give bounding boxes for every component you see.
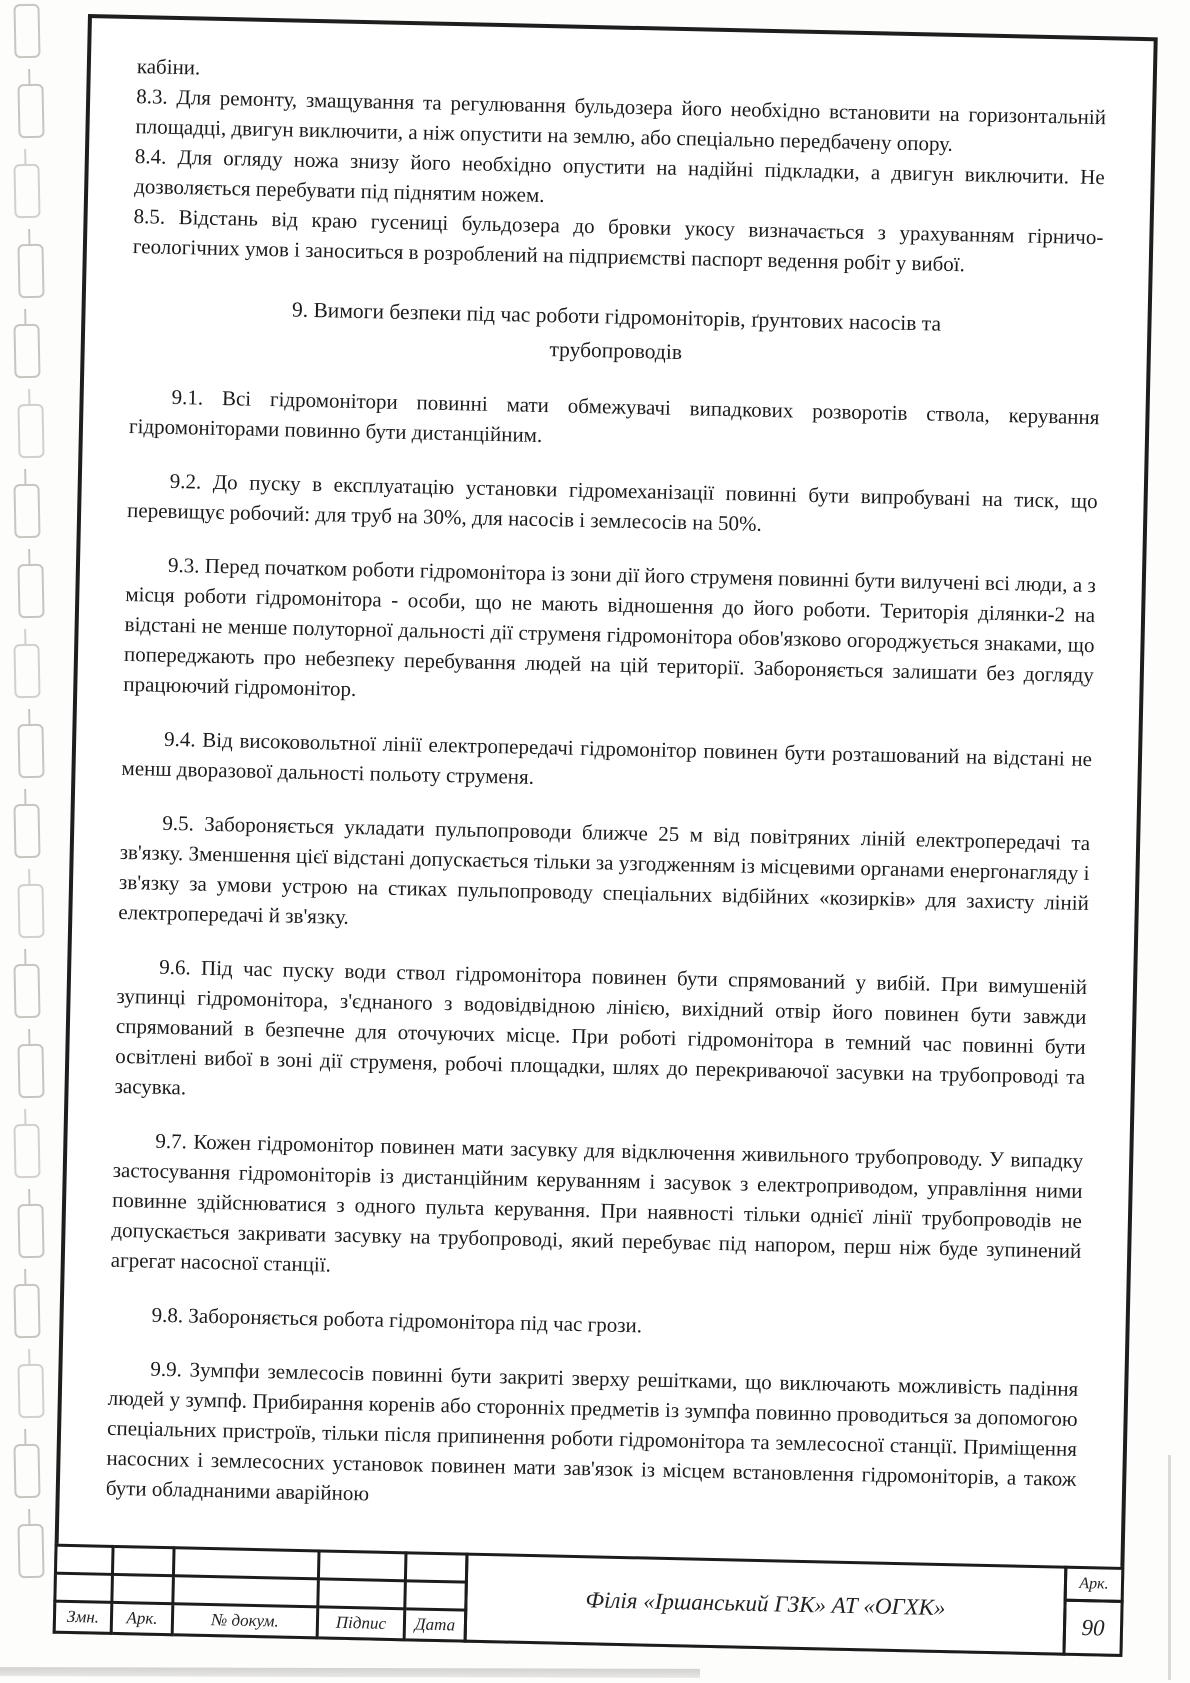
- footer-empty-cell: [405, 1581, 467, 1610]
- binder-hole: [17, 1044, 44, 1099]
- binder-hole: [17, 1204, 44, 1259]
- footer-empty-cell: [318, 1579, 406, 1609]
- binder-hole: [13, 1444, 40, 1499]
- title-block: [53, 1544, 1125, 1657]
- section-9-heading: [131, 289, 1102, 378]
- paragraph-9-9: 9.9. Зумпфи землесосів повинні бути закриті зверху решітками, що виключають можливість падіння людей у зумпф. Прибирання коренів або сторонніх предметів із зумпфа повинно проводиться за допомогою спеціальних пристроїв, тільки після припинення роботи гідромонітора та землесосної станції. Приміщення насосних і землесосних установок повинен мати зав'язок із місцем встановлення гідромоніторів, а також бути обладнаними аварійною: [105, 1356, 1079, 1506]
- title-block-grid: [53, 1544, 469, 1643]
- paragraph-9-3: 9.3. Перед початком роботи гідромонітора із зони дії його струменя повинні бути вилучені всі люди, а з місця роботи гідромонітора - особи, що не мають відношення до його роботи. Територія ділянки-2 на відстані не менше полуторної дальності дії струменя гідромонітора обов'язково огороджується знаками, що попереджають про небезпеку перебування людей на цій території. Забороняється залишати без догляду працюючий гідромонітор.: [123, 552, 1097, 702]
- paragraph-9-1: 9.1. Всі гідромонітори повинні мати обмежувачі випадкових розворотів ствола, керування гідромоніторами повинно бути дистанційним.: [128, 384, 1100, 448]
- sheet-number: 90: [1062, 1599, 1123, 1657]
- binder-hole: [13, 1284, 40, 1339]
- binder-hole: [13, 964, 40, 1019]
- footer-empty-cell: [55, 1545, 113, 1574]
- binder-hole: [17, 884, 44, 939]
- footer-col-pidpys: Підпис: [317, 1607, 405, 1640]
- footer-empty-cell: [112, 1546, 174, 1575]
- scan-shadow-bottom: [0, 1667, 700, 1678]
- footer-empty-cell: [173, 1576, 319, 1607]
- footer-empty-cell: [318, 1551, 406, 1581]
- paragraph-9-4: 9.4. Від високовольтної лінії електропередачі гідромонітор повинен бути розташований на відстані не менш дворазової дальності польоту струменя.: [121, 726, 1093, 789]
- footer-empty-cell: [173, 1548, 319, 1579]
- binder-hole: [17, 1364, 44, 1419]
- binder-hole: [13, 324, 40, 379]
- binder-hole: [17, 724, 44, 779]
- page-frame: [53, 14, 1158, 1657]
- sheet-number-block: [1062, 1566, 1124, 1657]
- paragraph-8-3: 8.3. Для ремонту, змащування та регулювання бульдозера його необхідно встановити на горизонтальній площадці, двигун виключити, а ніж опустити на землю, або спеціально передбачену опору.: [135, 84, 1107, 156]
- sheet-label: Арк.: [1064, 1566, 1125, 1603]
- paragraph-8-5: 8.5. Відстань від краю гусениці бульдозера до бровки укосу визначається з урахуванням гірничо-геологічних умов і заноситься в розроблений на підприємстві паспорт ведення робіт у вибої.: [132, 204, 1104, 277]
- binder-hole: [17, 1524, 44, 1579]
- paragraph-9-6: 9.6. Під час пуску води ствол гідромонітора повинен бути спрямований у вибій. При вимушеній зупинці гідромонітора, з'єднаного з водовідвідною лінією, вихідний отвір його повинен бути завжди спрямований в безпечне для оточуючих місце. При роботі гідромонітора в темний час повинні бути освітлені вибої в зоні дії струменя, робочі площадки, шлях до перекриваючої засувки на трубопроводі та засувка.: [114, 954, 1088, 1100]
- footer-col-dokum: № докум.: [172, 1604, 318, 1638]
- binder-hole: [13, 644, 40, 699]
- paragraph-8-4: 8.4. Для огляду ножа знизу його необхідно опустити на надійні підкладки, а двигун виключити. Не дозволяється перебувати під піднятим ножем.: [133, 144, 1105, 207]
- footer-col-zmn: Змн.: [54, 1601, 112, 1633]
- binder-hole: [13, 4, 40, 59]
- paragraph-9-8: 9.8. Забороняється робота гідромонітора під час грози.: [151, 1302, 643, 1338]
- binder-hole: [17, 564, 44, 619]
- paragraph-9-7: 9.7. Кожен гідромонітор повинен мати засувку для відключення живильного трубопроводу. У випадку застосування гідромоніторів із дистанційним керуванням і засувок з електроприводом, управління ними повинне здійснюватися з одного пульта керування. При наявності тільки однієї лінії трубопроводів не допускається закривати засувку на трубопроводі, який перебуває під напором, перш ніж буде зупинений агрегат насосної станції.: [110, 1128, 1084, 1277]
- section-9-heading-line1: 9. Вимоги безпеки під час роботи гідромоніторів, ґрунтових насосів та: [291, 297, 942, 336]
- document-body: [60, 18, 1154, 1525]
- binder-hole: [13, 164, 40, 219]
- scan-shadow-right: [1168, 1455, 1171, 1680]
- binder-hole: [17, 84, 44, 139]
- binder-hole: [17, 404, 44, 459]
- footer-col-ark: Арк.: [111, 1602, 173, 1634]
- binder-hole: [13, 804, 40, 859]
- footer-empty-cell: [405, 1553, 467, 1582]
- section-9-heading-line2: трубопроводів: [549, 337, 683, 365]
- paragraph-9-2: 9.2. До пуску в експлуатацію установки гідромеханізації повинні бути випробувані на тиск, що перевищує робочий: для труб на 30%, для насосів і землесосів на 50%.: [126, 468, 1098, 536]
- footer-col-data: Дата: [404, 1609, 466, 1641]
- paragraph-continuation: кабіни.: [136, 54, 201, 80]
- binder-hole: [13, 1124, 40, 1179]
- binder-hole: [17, 244, 44, 299]
- footer-empty-cell: [55, 1573, 113, 1602]
- organization-name: Філія «Іршанський ГЗК» АТ «ОГХК»: [464, 1553, 1068, 1656]
- footer-empty-cell: [112, 1574, 174, 1603]
- binder-hole: [13, 484, 40, 539]
- paragraph-9-5: 9.5. Забороняється укладати пульпопроводи ближче 25 м від повітряних ліній електропередачі та зв'язку. Зменшення цієї відстані допускається тільки за узгодженням із місцевими органами енергонагляду і зв'язку за умови устрою на стиках пульпопроводу спеціальних відбійних «козирків» для захисту ліній електропередачі й зв'язку.: [118, 810, 1091, 929]
